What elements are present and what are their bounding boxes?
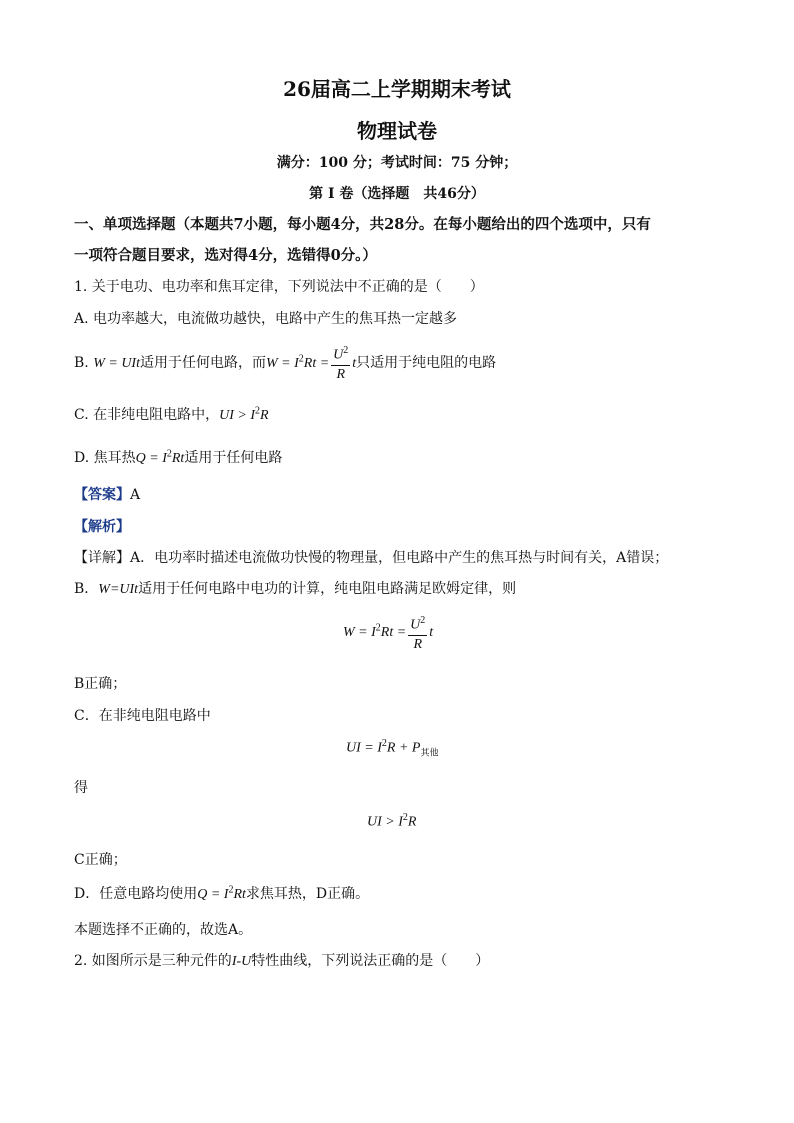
question-1-option-c: C. 在非纯电阻电路中，UI > $I^2R$ (74, 405, 269, 423)
detail-c: C．在非纯电阻电路中 (74, 708, 211, 724)
question-2-stem: 2. 如图所示是三种元件的I-U特性曲线，下列说法正确的是（ ） (74, 953, 490, 969)
subject-title: 物理试卷 (357, 119, 437, 143)
fraction-u2-r: $\frac{U^2}{R}$ (331, 342, 350, 384)
formula-w-uit: W = UIt (93, 355, 140, 371)
section-heading-line1: 一、单项选择题（本题共7小题，每小题4分，共28分。在每小题给出的四个选项中，只有 (74, 216, 651, 233)
formula-1: $W = I^2Rt$ = $\frac{U^2}{R}$ t (343, 612, 433, 654)
question-1-option-b: B. W = UIt适用于任何电路，而$W = I^2Rt$ = $\frac{U^2}{R}$ t只适用于纯电阻的电路 (74, 342, 496, 384)
part-title: 第 I 卷（选择题 共46分） (309, 186, 485, 202)
question-1-option-a: A. 电功率越大，电流做功越快，电路中产生的焦耳热一定越多 (74, 311, 458, 327)
de-text: 得 (74, 780, 88, 796)
detail-b: B．W=UIt适用于任何电路中电功的计算，纯电阻电路满足欧姆定律，则 (74, 581, 517, 597)
formula-3: UI > $I^2R$ (367, 812, 417, 830)
answer-line: 【答案】A (74, 487, 141, 503)
analysis-label: 【解析】 (74, 519, 130, 535)
question-1-stem: 1. 关于电功、电功率和焦耳定律，下列说法中不正确的是（ ） (74, 279, 484, 295)
detail-a: 【详解】A．电功率时描述电流做功快慢的物理量，但电路中产生的焦耳热与时间有关，A错误； (74, 550, 669, 566)
detail-d: D．任意电路均使用$Q = I^2Rt$求焦耳热，D正确。 (74, 884, 370, 902)
conclusion: 本题选择不正确的，故选A。 (74, 922, 253, 938)
exam-title: 26届高二上学期期末考试 (283, 77, 511, 101)
section-heading-line2: 一项符合题目要求，选对得4分，选错得0分。） (74, 247, 377, 264)
c-correct: C正确； (74, 852, 127, 868)
question-1-option-d: D. 焦耳热$Q = I^2Rt$适用于任何电路 (74, 448, 283, 466)
exam-info: 满分：100 分；考试时间：75 分钟； (276, 155, 518, 171)
b-correct: B正确； (74, 676, 127, 692)
formula-2: UI = $I^2R + P_{其他}$ (346, 738, 439, 758)
